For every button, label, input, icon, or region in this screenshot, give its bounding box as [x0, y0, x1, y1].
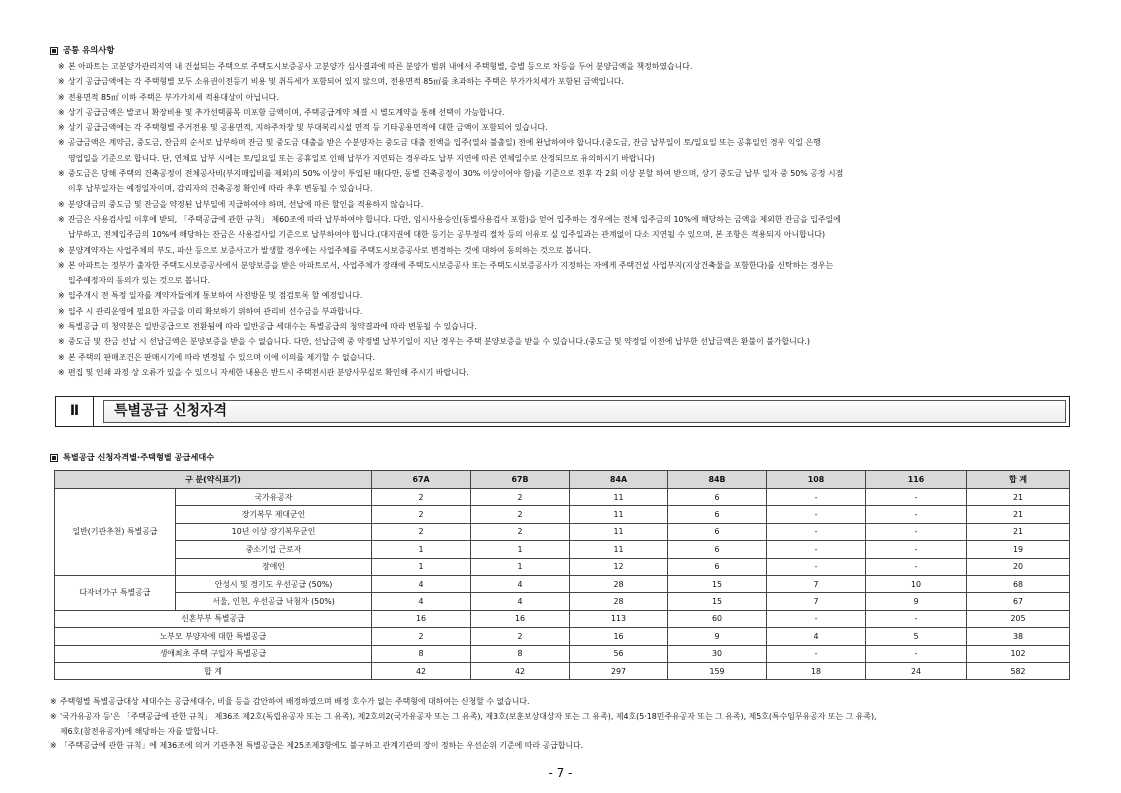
table-cell: -	[767, 523, 866, 540]
note-item	[58, 243, 1068, 258]
reference-mark-icon: ※	[58, 337, 65, 347]
table-cell: 2	[372, 489, 471, 506]
table-cell: 21	[967, 489, 1070, 506]
table-cell: 18	[767, 662, 866, 679]
footnotes	[50, 695, 1070, 754]
table-row	[55, 645, 1070, 662]
note-item	[58, 59, 1068, 74]
table-cell: 2	[471, 506, 570, 523]
table-row	[55, 662, 1070, 679]
table-cell: -	[866, 506, 967, 523]
table-cell: -	[866, 523, 967, 540]
note-text: 영업일을 기준으로 합니다. 단, 연체료 납부 시에는 토/일요일 또는 공휴일로 인해 납부가 지연되는 경우라도 납부 지연에 따른 연체일수로 산정되므로 유의하시기 바랍니다)	[68, 153, 655, 163]
header-cell: 84A	[570, 471, 668, 489]
table-heading: 특별공급 신청자격별·주택형별 공급세대수	[50, 452, 214, 463]
note-text: '국가유공자 등'은 「주택공급에 관한 규칙」 제36조 제2호(독립유공자 또는 그 유족), 제2호의2(국가유공자 또는 그 유족), 제3호(보훈보상대상자 또는 그 유족), 제4호(5·18민주유공자 또는 그 유족), 제5호(특수임무유공자 또는 그 유족),	[60, 711, 877, 721]
table-cell: 21	[967, 506, 1070, 523]
table-cell: 7	[767, 593, 866, 610]
table-cell: 30	[668, 645, 767, 662]
table-cell: 9	[668, 628, 767, 645]
table-cell: 8	[471, 645, 570, 662]
reference-mark-icon: ※	[58, 107, 65, 117]
table-cell: 6	[668, 541, 767, 558]
table-cell: 2	[471, 628, 570, 645]
table-cell: -	[767, 645, 866, 662]
note-item	[58, 120, 1068, 135]
header-cell: 67B	[471, 471, 570, 489]
table-cell: 20	[967, 558, 1070, 575]
reference-mark-icon: ※	[58, 77, 65, 87]
note-text: 「주택공급에 관한 규칙」에 제36조에 의거 기관추천 특별공급은 제25조제3항에도 불구하고 관계기관의 장이 정하는 우선순위 기준에 따라 공급합니다.	[60, 741, 584, 751]
reference-mark-icon: ※	[58, 169, 65, 179]
reference-mark-icon: ※	[58, 306, 65, 316]
table-cell: 159	[668, 662, 767, 679]
table-cell: 19	[967, 541, 1070, 558]
table-cell: 1	[372, 558, 471, 575]
note-text: 잔금은 사용검사일 이후에 받되, 「주택공급에 관한 규칙」 제60조에 따라 납부하여야 합니다. 다만, 임시사용승인(동별사용검사 포함)을 얻어 입주하는 경우에는 전체 입주금의 10%에 해당하는 금액을 제외한 잔금을 입주일에	[68, 214, 841, 224]
note-text: 중도금은 당해 주택의 건축공정이 전체공사비(부지매입비를 제외)의 50% 이상이 투입된 때(다만, 동별 건축공정이 30% 이상이어야 함)를 기준으로 전후 각 2회 이상 분할 하여 받으며, 상기 중도금 납부 일자 중 50% 공정 시점	[68, 169, 844, 179]
table-cell: 2	[372, 523, 471, 540]
note-text: 입주개시 전 특정 일자를 계약자들에게 통보하여 사전방문 및 점검토록 할 예정입니다.	[68, 291, 363, 301]
note-text: 이후 납부일자는 예정일자이며, 감리자의 건축공정 확인에 따라 추후 변동될 수 있습니다.	[68, 184, 373, 194]
table-cell: 4	[471, 575, 570, 592]
table-cell: 2	[372, 628, 471, 645]
note-text: 본 아파트는 정부가 출자한 주택도시보증공사에서 분양보증을 받은 아파트로서, 사업주체가 장래에 주택도시보증공사 또는 주택도시보증공사가 지정하는 자에게 주택건설 사업부지(지상건축물을 포함한다)를 신탁하는 경우는	[68, 260, 834, 270]
section-title: 특별공급 신청자격	[114, 403, 228, 419]
table-row	[55, 489, 1070, 506]
note-text: 중도금 및 잔금 선납 시 선납금액은 분양보증을 받을 수 없습니다. 다만, 선납금액 중 약정별 납부기일이 지난 경우는 주택 분양보증을 받을 수 있습니다.(중도금 및 약정일 이전에 납부한 선납금액은 환불이 불가합니다.)	[68, 337, 810, 347]
table-cell: 6	[668, 523, 767, 540]
note-item	[58, 197, 1068, 212]
section-title-bar	[103, 400, 1066, 423]
table-cell: 8	[372, 645, 471, 662]
bullet-square-icon	[50, 454, 58, 462]
note-text: 입주예정자의 동의가 있는 것으로 봅니다.	[68, 276, 211, 286]
note-text: 전용면적 85㎡ 이하 주택은 부가가치세 적용대상이 아닙니다.	[68, 92, 279, 102]
reference-mark-icon: ※	[58, 245, 65, 255]
table-cell: 10	[866, 575, 967, 592]
table-cell: 1	[372, 541, 471, 558]
table-cell: -	[767, 558, 866, 575]
table-row	[55, 628, 1070, 645]
table-cell: 16	[471, 610, 570, 627]
note-text: 공급금액은 계약금, 중도금, 잔금의 순서로 납부하며 잔금 및 중도금 대출을 받은 수분양자는 중도금 대출 전액을 입주(열쇠 불출일) 전에 완납하여야 합니다.(중도금, 잔금 납부일이 토/일요일 또는 공휴일인 경우 익일 은행	[68, 138, 821, 148]
row-label: 장애인	[176, 558, 372, 575]
table-cell: 60	[668, 610, 767, 627]
header-cell: 67A	[372, 471, 471, 489]
note-text: 제6호(참전유공자)에 해당하는 자를 말합니다.	[60, 726, 219, 736]
reference-mark-icon: ※	[58, 260, 65, 270]
note-item	[58, 334, 1068, 349]
note-item	[58, 105, 1068, 120]
reference-mark-icon: ※	[58, 322, 65, 332]
table-cell: 11	[570, 506, 668, 523]
table-cell: 1	[471, 541, 570, 558]
table-cell: 42	[372, 662, 471, 679]
section-number: Ⅱ	[56, 397, 94, 426]
note-text: 상기 공급금액에는 각 주택형별 모두 소유권이전등기 비용 및 취득세가 포함되어 있지 않으며, 전용면적 85㎡를 초과하는 주택은 부가가치세가 포함된 금액입니다.	[68, 77, 624, 87]
table-cell: 67	[967, 593, 1070, 610]
group-label: 일반(기관추천) 특별공급	[55, 489, 176, 576]
table-cell: 5	[866, 628, 967, 645]
table-cell: 2	[471, 489, 570, 506]
reference-mark-icon: ※	[58, 62, 65, 71]
notes-list	[58, 59, 1068, 380]
table-cell: -	[767, 489, 866, 506]
table-cell: 11	[570, 541, 668, 558]
note-text: 편집 및 인쇄 과정 상 오류가 있을 수 있으니 자세한 내용은 반드시 주택전시관 분양사무실로 확인해 주시기 바랍니다.	[68, 367, 469, 377]
table-cell: 4	[767, 628, 866, 645]
table-row	[55, 558, 1070, 575]
table-row	[55, 541, 1070, 558]
table-cell: 2	[372, 506, 471, 523]
table-cell: 28	[570, 593, 668, 610]
reference-mark-icon: ※	[58, 123, 65, 133]
table-cell: 4	[372, 575, 471, 592]
note-item	[58, 319, 1068, 334]
note-item	[58, 304, 1068, 319]
table-cell: 6	[668, 506, 767, 523]
note-text: 본 주택의 판매조건은 판매시기에 따라 변경될 수 있으며 이에 이의를 제기할 수 없습니다.	[68, 352, 376, 362]
note-text: 특별공급 미 청약분은 일반공급으로 전환됨에 따라 일반공급 세대수는 특별공급의 청약결과에 따라 변동될 수 있습니다.	[68, 322, 477, 332]
table-cell: 56	[570, 645, 668, 662]
note-text: 분양대금의 중도금 및 잔금을 약정된 납부일에 지급하여야 하며, 선납에 따른 할인을 적용하지 않습니다.	[68, 199, 424, 209]
note-item	[58, 135, 1068, 166]
reference-mark-icon: ※	[58, 352, 65, 362]
table-cell: 24	[866, 662, 967, 679]
row-label: 신혼부부 특별공급	[55, 610, 372, 627]
note-item	[50, 695, 1070, 710]
notes-heading: 공통 유의사항	[50, 44, 114, 56]
table-cell: -	[866, 645, 967, 662]
header-cell: 구 분(약식표기)	[55, 471, 372, 489]
table-cell: -	[866, 610, 967, 627]
note-item	[58, 90, 1068, 105]
note-item	[58, 288, 1068, 303]
row-label: 합 계	[55, 662, 372, 679]
header-cell: 108	[767, 471, 866, 489]
table-cell: 205	[967, 610, 1070, 627]
note-text: 상기 공급금액에는 각 주택형별 주거전용 및 공용면적, 지하주차장 및 부대복리시설 면적 등 기타공용면적에 대한 금액이 포함되어 있습니다.	[68, 123, 548, 133]
note-text: 입주 시 관리운영에 필요한 자금을 미리 확보하기 위하여 관리비 선수금을 부과합니다.	[68, 306, 363, 316]
table-header-row	[55, 471, 1070, 489]
table-row	[55, 575, 1070, 592]
note-item	[58, 166, 1068, 197]
reference-mark-icon: ※	[58, 214, 65, 224]
table-cell: 38	[967, 628, 1070, 645]
row-label: 서울, 인천, 우선공급 낙첨자 (50%)	[176, 593, 372, 610]
table-cell: 4	[471, 593, 570, 610]
reference-mark-icon: ※	[50, 711, 57, 721]
table-cell: 11	[570, 489, 668, 506]
note-item	[58, 74, 1068, 89]
table-cell: 297	[570, 662, 668, 679]
bullet-square-icon	[50, 47, 58, 55]
reference-mark-icon: ※	[58, 199, 65, 209]
reference-mark-icon: ※	[50, 741, 57, 751]
note-text: 본 아파트는 고분양가관리지역 내 건설되는 주택으로 주택도시보증공사 고분양가 심사결과에 따른 분양가 범위 내에서 주택형별, 층별 등으로 차등을 두어 분양금액을 책정하였습니다.	[68, 62, 693, 71]
group-label: 다자녀가구 특별공급	[55, 575, 176, 610]
table-cell: 102	[967, 645, 1070, 662]
note-item	[58, 212, 1068, 243]
row-label: 10년 이상 장기복무군인	[176, 523, 372, 540]
row-label: 장기복무 제대군인	[176, 506, 372, 523]
table-cell: -	[866, 541, 967, 558]
table-cell: -	[767, 506, 866, 523]
note-item	[50, 710, 1070, 740]
table-cell: 113	[570, 610, 668, 627]
header-cell: 116	[866, 471, 967, 489]
row-label: 노부모 부양자에 대한 특별공급	[55, 628, 372, 645]
table-cell: 6	[668, 489, 767, 506]
page-number: - 7 -	[548, 766, 573, 780]
reference-mark-icon: ※	[58, 92, 65, 102]
note-text: 납부하고, 전체입주금의 10%에 해당하는 잔금은 사용검사일 기준으로 납부하여야 합니다.(대지권에 대한 등기는 공부정리 절차 등의 이유로 실 입주일과는 관계없이 다소 지연될 수 있으며, 본 조항은 적용되지 아니합니다)	[68, 230, 826, 240]
reference-mark-icon: ※	[58, 367, 65, 377]
table-cell: 16	[372, 610, 471, 627]
table-row	[55, 523, 1070, 540]
row-label: 중소기업 근로자	[176, 541, 372, 558]
table-row	[55, 610, 1070, 627]
table-cell: -	[767, 541, 866, 558]
supply-table	[54, 470, 1070, 680]
table-cell: 7	[767, 575, 866, 592]
table-cell: -	[866, 558, 967, 575]
header-cell: 합 계	[967, 471, 1070, 489]
table-row	[55, 506, 1070, 523]
header-cell: 84B	[668, 471, 767, 489]
table-cell: -	[866, 489, 967, 506]
table-cell: 28	[570, 575, 668, 592]
row-label: 안성시 및 경기도 우선공급 (50%)	[176, 575, 372, 592]
table-cell: 16	[570, 628, 668, 645]
table-cell: 15	[668, 593, 767, 610]
note-item	[50, 739, 1070, 754]
reference-mark-icon: ※	[50, 697, 57, 706]
table-cell: 12	[570, 558, 668, 575]
note-item	[58, 258, 1068, 289]
note-item	[58, 365, 1068, 380]
row-label: 국가유공자	[176, 489, 372, 506]
reference-mark-icon: ※	[58, 138, 65, 148]
note-text: 분양계약자는 사업주체의 부도, 파산 등으로 보증사고가 발생할 경우에는 사업주체를 주택도시보증공사로 변경하는 것에 대하여 동의하는 것으로 봅니다.	[68, 245, 591, 255]
table-cell: 42	[471, 662, 570, 679]
table-cell: 11	[570, 523, 668, 540]
row-label: 생애최초 주택 구입자 특별공급	[55, 645, 372, 662]
section-header	[55, 396, 1070, 427]
table-cell: 21	[967, 523, 1070, 540]
note-text: 상기 공급금액은 발코니 확장비용 및 추가선택품목 미포함 금액이며, 주택공급계약 체결 시 별도계약을 통해 선택이 가능합니다.	[68, 107, 505, 117]
table-cell: 4	[372, 593, 471, 610]
note-text: 주택형별 특별공급대상 세대수는 공급세대수, 비율 등을 감안하여 배정하였으며 배정 호수가 없는 주택형에 대하여는 신청할 수 없습니다.	[60, 697, 530, 706]
table-cell: 1	[471, 558, 570, 575]
table-cell: 582	[967, 662, 1070, 679]
table-row	[55, 593, 1070, 610]
table-cell: 2	[471, 523, 570, 540]
reference-mark-icon: ※	[58, 291, 65, 301]
table-cell: 15	[668, 575, 767, 592]
table-cell: 6	[668, 558, 767, 575]
table-cell: 68	[967, 575, 1070, 592]
table-cell: -	[767, 610, 866, 627]
note-item	[58, 350, 1068, 365]
table-cell: 9	[866, 593, 967, 610]
